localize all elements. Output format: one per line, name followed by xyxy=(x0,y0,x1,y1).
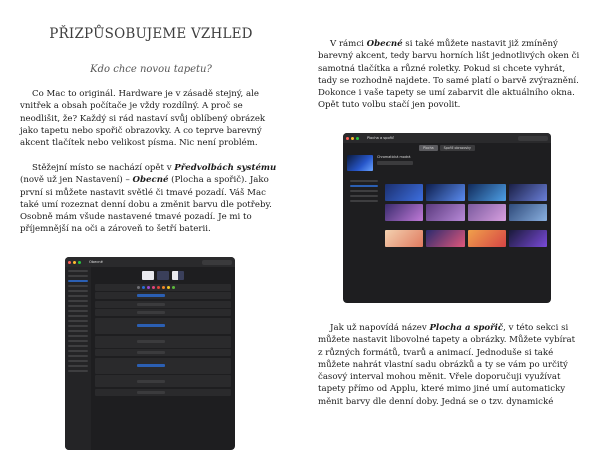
paragraph-general xyxy=(20,162,282,236)
current-wallpaper xyxy=(347,155,373,171)
dynamic-wallpaper-grid xyxy=(385,184,547,221)
emphasis-system-preferences: Předvolbách systému xyxy=(174,163,277,173)
minimize-dot-icon xyxy=(73,261,76,264)
tab-bar xyxy=(347,145,547,151)
zoom-dot-icon xyxy=(356,137,359,140)
screenshot-desktop-saver xyxy=(343,133,551,303)
window-titlebar xyxy=(65,257,235,267)
emphasis-general: Obecné xyxy=(366,39,403,49)
search-field xyxy=(202,260,232,265)
paragraph-accent xyxy=(318,38,580,112)
appearance-themes xyxy=(95,269,231,282)
folder-list xyxy=(347,177,381,247)
settings-panel xyxy=(95,269,231,448)
window-title: Obecné xyxy=(89,260,103,264)
text-run: (Plocha a spořič). Jako první si můžete nastavit světlé či tmavé pozadí. Váš Mac také umí rozeznat denní dobu a změnit barvu dle potřeby. Osobně mám všude nastavené tmavé pozadí. Je mi to příjemnější na oči a zároveň to šetří baterii. xyxy=(20,175,272,235)
current-wallpaper-label: Chromatická modrá xyxy=(377,155,411,159)
close-dot-icon xyxy=(68,261,71,264)
window-title: Plocha a spořič xyxy=(367,136,395,140)
page-subtitle: Kdo chce novou tapetu? xyxy=(90,64,212,75)
window-titlebar xyxy=(343,133,551,143)
screenshot-general-settings xyxy=(65,257,235,450)
text-run: , v této sekci si můžete nastavit libovolné tapety a obrázky. Můžete vybírat z různých formátů, tvarů a animací. Jednoduše si také můžete nahrát vlastní sadu obrázků a ty se vám po určitý časový interval mohou měnit. Vřele doporučuji využívat tapety přímo od Applu, které mimo jiné umí automaticky měnit barvy dle denní doby. Jedná se o tzv. dynamické xyxy=(318,323,576,407)
zoom-dot-icon xyxy=(78,261,81,264)
accent-swatches xyxy=(137,286,175,289)
text-run: Jak už napovídá název xyxy=(330,323,430,333)
text-run: Stěžejní místo se nachází opět v xyxy=(32,163,175,173)
tab-screensaver: Spořič obrazovky xyxy=(440,145,475,151)
text-run: V rámci xyxy=(330,39,367,49)
paragraph-desktop-saver xyxy=(318,322,580,408)
minimize-dot-icon xyxy=(351,137,354,140)
close-dot-icon xyxy=(346,137,349,140)
light-dark-wallpaper-grid xyxy=(385,230,547,247)
emphasis-general: Obecné xyxy=(132,175,169,186)
search-field xyxy=(518,136,548,141)
emphasis-desktop-saver: Plocha a spořič xyxy=(429,323,504,333)
settings-sidebar xyxy=(65,267,91,450)
text-run: (nově už jen Nastavení) – xyxy=(20,175,133,186)
tab-desktop: Plocha xyxy=(419,145,437,151)
page-title: PŘIZPŮSOBUJEME VZHLED xyxy=(49,26,253,42)
paragraph-intro: Co Mac to originál. Hardware je v zásadě stejný, ale vnitřek a obsah počítače je vždy rozdílný. A proč se neodlišit, že? Každý si rád nastaví svůj oblíbený obrázek jako tapetu nebo spořič obrazovky. A co teprve barevný akcent tlačítek nebo velikost písma. Nic není problém. xyxy=(20,89,266,149)
text-run: si také můžete nastavit již zmíněný barevný akcent, tedy barvu horních lišt jednotlivých oken či samotná tlačítka a různé roletky. Pokud si chcete vyhrát, tady se rozhodně najdete. To samé platí o barvě zvýraznění. Dokonce i vaše tapety se umí zabarvit dle aktuálního okna. Opět tuto volbu stačí jen povolit. xyxy=(318,39,580,111)
